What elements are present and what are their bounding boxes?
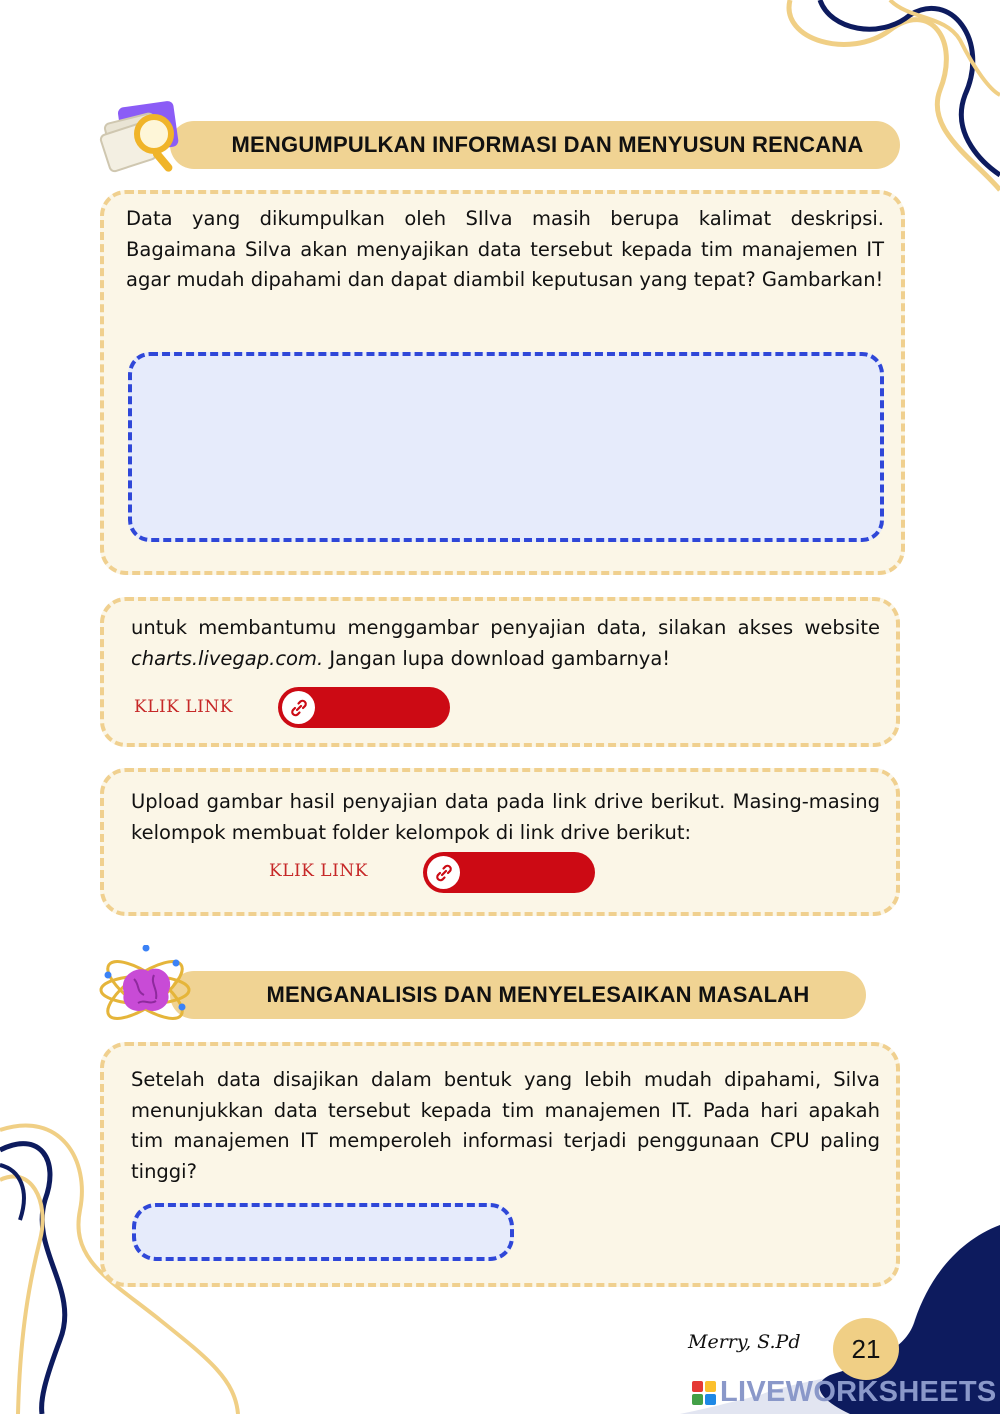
question-text-2: Setelah data disajikan dalam bentuk yang lebih mudah dipahami, Silva menunjukkan data tersebut kepada tim manajemen IT. Pada hari apakah tim manajemen IT memperoleh informasi terjadi penggunaan CPU paling tinggi?	[131, 1068, 880, 1183]
question-text-1: Data yang dikumpulkan oleh SIlva masih berupa kalimat deskripsi. Bagaimana Silva akan menyajikan data tersebut kepada tim manajemen IT agar mudah dipahami dan dapat diambil keputusan yang tepat? Gambarkan!	[126, 207, 884, 291]
author-signature: Merry, S.Pd	[688, 1331, 801, 1353]
chart-instruction-text-end: Jangan lupa download gambarnya!	[323, 646, 671, 670]
magnifier-documents-icon	[98, 96, 188, 184]
liveworksheets-logo	[692, 1376, 997, 1409]
instruction-card-chart-link	[100, 597, 900, 747]
chart-website-name: charts.livegap.com.	[131, 646, 324, 670]
instruction-card-upload	[100, 768, 900, 916]
section-title-1: MENGUMPULKAN INFORMASI DAN MENYUSUN RENCANA	[231, 132, 864, 157]
klik-link-label-2: KLIK LINK	[269, 861, 368, 881]
upload-instruction-text: Upload gambar hasil penyajian data pada link drive berikut. Masing-masing kelompok membuat folder kelompok di link drive berikut:	[131, 790, 880, 844]
question-card-1	[100, 190, 905, 575]
brain-atom-icon	[98, 945, 192, 1035]
link-chain-icon	[282, 691, 315, 724]
chart-instruction-text	[131, 613, 880, 674]
chart-website-link-button[interactable]	[278, 687, 450, 728]
section-header-2	[170, 971, 866, 1019]
section-header-1	[170, 121, 900, 169]
page-number-badge	[833, 1318, 899, 1380]
answer-input-box[interactable]	[132, 1203, 514, 1261]
decorative-swirl-top-right	[760, 0, 1000, 210]
drawing-answer-box[interactable]	[128, 352, 884, 542]
klik-link-label-1: KLIK LINK	[134, 697, 233, 717]
page-number: 21	[851, 1333, 881, 1364]
liveworksheets-grid-icon	[692, 1381, 716, 1405]
chart-instruction-text-start: untuk membantumu menggambar penyajian data, silakan akses website	[131, 616, 880, 639]
link-chain-icon	[427, 856, 460, 889]
drive-upload-link-button[interactable]	[423, 852, 595, 893]
liveworksheets-text: LIVEWORKSHEETS	[720, 1376, 997, 1408]
section-title-2: MENGANALISIS DAN MENYELESAIKAN MASALAH	[266, 982, 810, 1007]
question-card-2	[100, 1042, 900, 1287]
